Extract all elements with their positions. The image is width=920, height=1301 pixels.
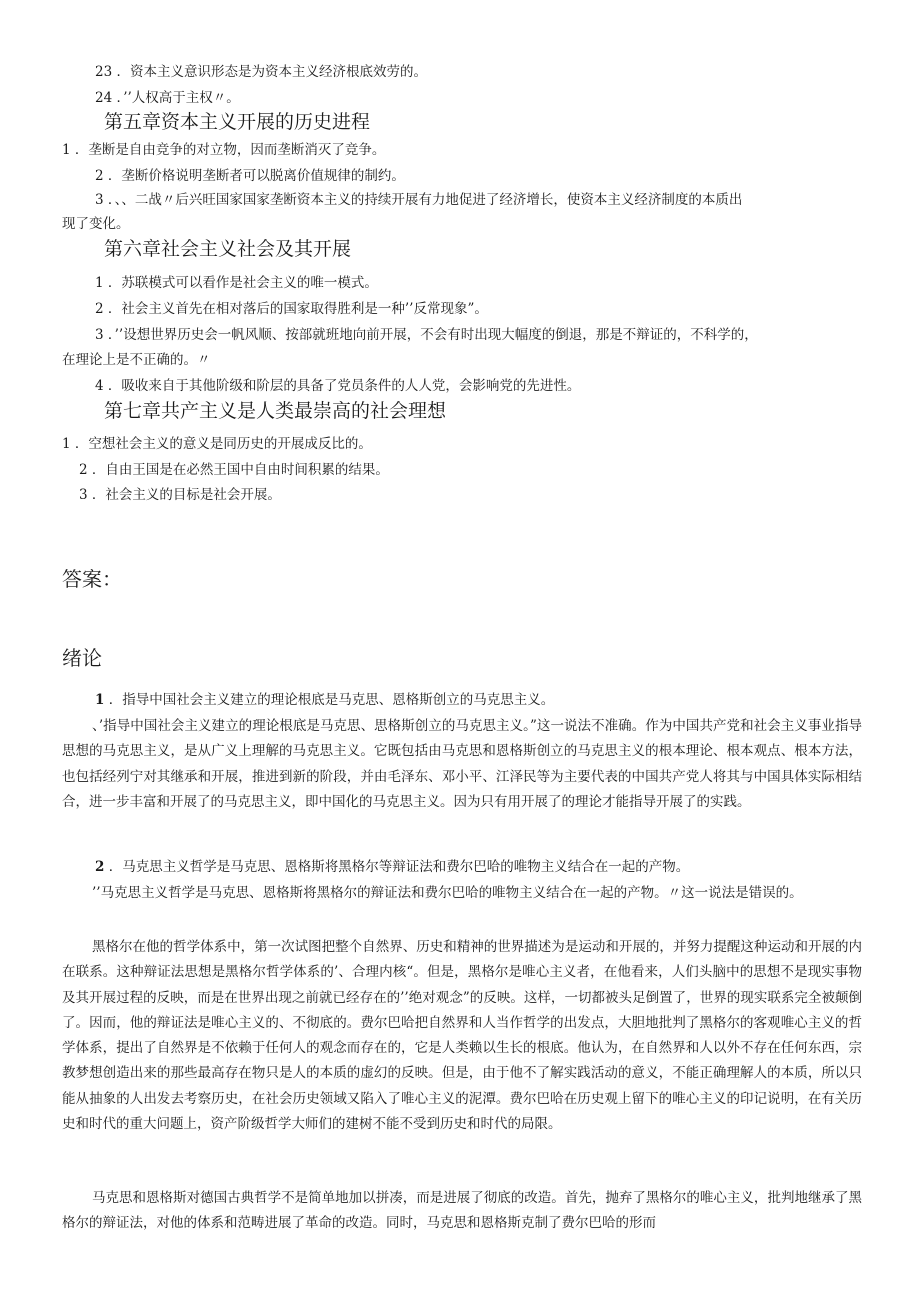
answer-1-number: 1 [95, 692, 105, 708]
ch5-item-2: 2 ．垄断价格说明垄断者可以脱离价值规律的制约。 [95, 168, 405, 184]
answer-2-body-2 [62, 935, 862, 1137]
ch7-item-2: 2 ．自由王国是在必然王国中自由时间积累的结果。 [79, 462, 389, 478]
answer-2-body-1 [62, 881, 862, 906]
ch7-item-1: 1 ．空想社会主义的意义是同历史的开展成反比的。 [62, 436, 372, 452]
section-title: 绪论 [62, 646, 102, 670]
chapter-7-title: 第七章共产主义是人类最崇高的社会理想 [104, 400, 447, 422]
answer-1-statement [95, 690, 554, 710]
chapter-5-title: 第五章资本主义开展的历史进程 [104, 111, 371, 133]
answer-2-statement-text: ．马克思主义哲学是马克思、恩格斯将黑格尔等辩证法和费尔巴哈的唯物主义结合在一起的产物。 [108, 859, 690, 875]
answers-heading: 答案： [62, 567, 122, 591]
ch5-item-3: 3 ．、、二战〃后兴旺国家国家垄断资本主义的持续开展有力地促进了经济增长，使资本主义经济制度的本质出 [95, 192, 743, 208]
answer-1-statement-text: ．指导中国社会主义建立的理论根底是马克思、恩格斯创立的马克思主义。 [108, 692, 555, 708]
ch6-item-2: 2 ．社会主义首先在相对落后的国家取得胜利是一种’’反常现象”。 [95, 301, 488, 317]
ch6-item-3-cont: 在理论上是不正确的。〃 [62, 352, 211, 368]
ch7-item-3: 3 ．社会主义的目标是社会开展。 [79, 487, 281, 503]
answer-2-body-1-text: ’’马克思主义哲学是马克思、恩格斯将黑格尔的辩证法和费尔巴哈的唯物主义结合在一起的产物。〃这一说法是错误的。 [92, 885, 803, 901]
chapter-6-title: 第六章社会主义社会及其开展 [104, 238, 352, 260]
answer-1-body-text: 、’指导中国社会主义建立的理论根底是马克思、思格斯创立的马克思主义。”这一说法不准确。作为中国共产党和社会主义事业指导思想的马克思主义，是从广义上理解的马克思主义。它既包括由马克思和恩格斯创立的马克思主义的根本理论、根本观点、根本方法，也包括经列宁对其继承和开展，推进到新的阶段，并由毛泽东、邓小平、江泽民等为主要代表的中国共产党人将其与中国具体实际相结合，进一步丰富和开展了的马克思主义，即中国化的马克思主义。因为只有用开展了的理论才能指导开展了的实践。 [62, 718, 862, 810]
answer-2-body-2-text: 黑格尔在他的哲学体系中，第一次试图把整个自然界、历史和精神的世界描述为是运动和开展的，并努力提醒这种运动和开展的内在联系。这种辩证法思想是黑格尔哲学体系的’、合理内核“。但是，黑格尔是唯心主义者，在他看来，人们头脑中的思想不是现实事物及其开展过程的反映，而是在世界出现之前就已经存在的’’绝对观念”的反映。这样，一切都被头足倒置了，世界的现实联系完全被颠倒了。因而，他的辩证法是唯心主义的、不彻底的。费尔巴哈把自然界和人当作哲学的出发点，大胆地批判了黑格尔的客观唯心主义的哲学体系，提出了自然界是不依赖于任何人的观念而存在的，它是人类赖以生长的根底。他认为，在自然界和人以外不存在任何东西，宗教梦想创造出来的那些最高存在物只是人的本质的虚幻的反映。但是，由于他不了解实践活动的意义，不能正确理解人的本质，所以只能从抽象的人出发去考察历史，在社会历史领域又陷入了唯心主义的泥潭。费尔巴哈在历史观上留下的唯心主义的印记说明，在有关历史和时代的重大问题上，资产阶级哲学大师们的建树不能不受到历史和时代的局限。 [62, 939, 862, 1133]
answer-2-body-3-text: 马克思和恩格斯对德国古典哲学不是简单地加以拼凑，而是进展了彻底的改造。首先，抛弃了黑格尔的唯心主义，批判地继承了黑格尔的辩证法，对他的体系和范畴进展了革命的改造。同时，马克思和恩格斯克制了费尔巴哈的形而 [62, 1190, 862, 1232]
answer-2-statement [95, 857, 689, 877]
question-24: 24 ．’’人权高于主权〃。 [95, 90, 240, 106]
answer-2-body-3 [62, 1186, 862, 1237]
ch5-item-1: 1 ．垄断是自由竞争的对立物，因而垄断消灭了竞争。 [62, 142, 386, 158]
ch6-item-3: 3 ．’’设想世界历史会一帆风顺、按部就班地向前开展，不会有时出现大幅度的倒退，那是不辩证的，不科学的， [95, 327, 758, 343]
answer-2-number: 2 [95, 859, 105, 875]
ch6-item-4: 4 ．吸收来自于其他阶级和阶层的具备了党员条件的人人党，会影响党的先进性。 [95, 378, 581, 394]
question-23: 23 ．资本主义意识形态是为资本主义经济根底效劳的。 [95, 64, 427, 80]
ch5-item-3-cont: 现了变化。 [62, 216, 130, 232]
ch6-item-1: 1 ．苏联模式可以看作是社会主义的唯一模式。 [95, 275, 378, 291]
answer-1-body [62, 714, 862, 815]
